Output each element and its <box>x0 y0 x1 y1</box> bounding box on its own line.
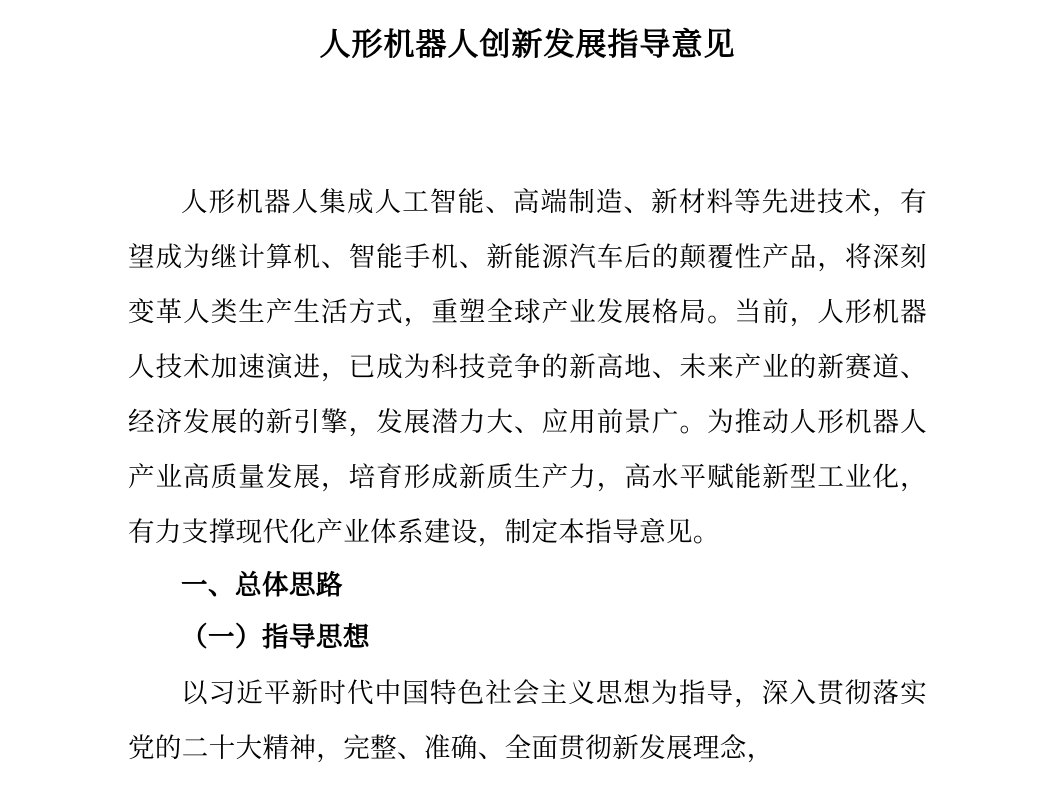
page-title: 人形机器人创新发展指导意见 <box>319 27 736 63</box>
paragraph-guiding-ideology: 以习近平新时代中国特色社会主义思想为指导，深入贯彻落实党的二十大精神，完整、准确、全面贯彻新发展理念， <box>128 678 927 765</box>
paragraph-intro: 人形机器人集成人工智能、高端制造、新材料等先进技术，有望成为继计算机、智能手机、新能源汽车后的颠覆性产品，将深刻变革人类生产生活方式，重塑全球产业发展格局。当前，人形机器人技术加速演进，已成为科技竞争的新高地、未来产业的新赛道、经济发展的新引擎，发展潜力大、应用前景广。为推动人形机器人产业高质量发展，培育形成新质生产力，高水平赋能新型工业化，有力支撑现代化产业体系建设，制定本指导意见。 <box>128 187 927 549</box>
subsection-heading-guiding-ideology: （一）指导思想 <box>181 622 370 654</box>
section-heading-overall-approach: 一、总体思路 <box>181 570 343 602</box>
